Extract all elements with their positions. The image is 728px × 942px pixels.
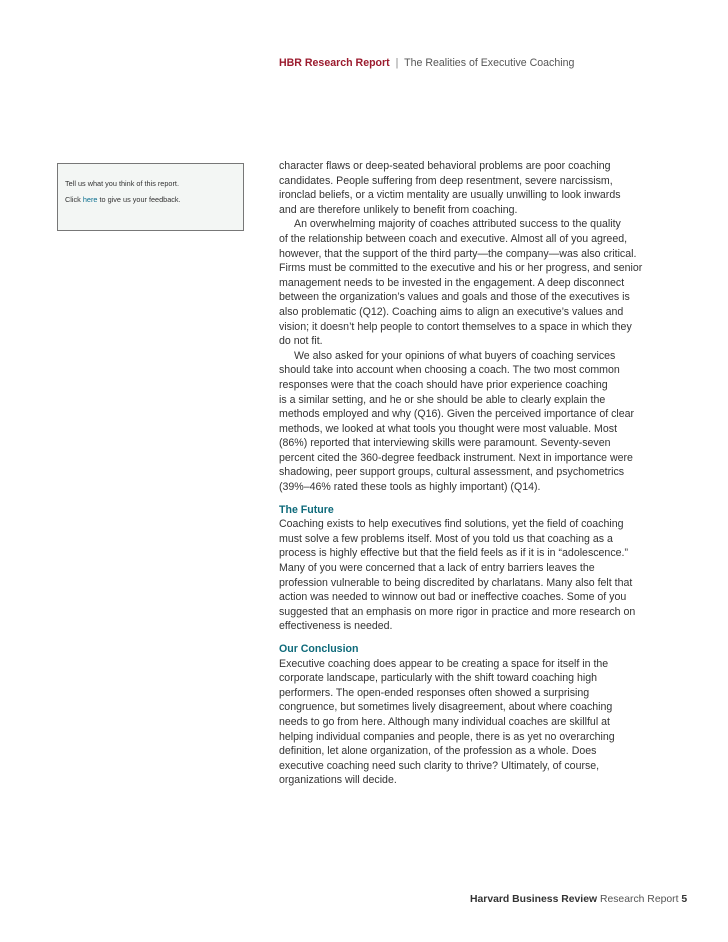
page-footer (470, 893, 700, 906)
text-line: Executive coaching does appear to be creating a space for itself in the (279, 657, 609, 670)
section-heading-conclusion: Our Conclusion (279, 643, 359, 655)
text-line: Firms must be committed to the executive and his or her progress, and senior (279, 262, 643, 275)
page-number: 5 (681, 894, 688, 905)
text-line: methods employed and why (Q16). Given the perceived importance of clear (279, 408, 635, 421)
text-line: percent cited the 360-degree feedback instrument. Next in importance were (279, 451, 633, 464)
text-line: An overwhelming majority of coaches attributed success to the quality (294, 218, 621, 231)
text-line: profession vulnerable to being discredited by charlatans. Many also felt that (279, 576, 633, 589)
text-line: and are therefore unlikely to benefit from coaching. (279, 203, 518, 216)
feedback-box (57, 163, 244, 231)
text-line: action was needed to winnow out bad or ineffective coaches. Some of you (279, 591, 627, 604)
text-line: must solve a few problems itself. Most of you told us that coaching as a (279, 532, 613, 545)
report-title: The Realities of Executive Coaching (404, 57, 575, 69)
text-line: Many of you were concerned that a lack of entry barriers leaves the (279, 562, 595, 575)
running-header (279, 57, 699, 70)
paragraph-2 (279, 217, 699, 348)
text-line: organizations will decide. (279, 774, 397, 787)
footer-publication: Harvard Business Review (470, 894, 598, 905)
text-line: corporate landscape, particularly with the shift toward coaching high (279, 672, 597, 685)
conclusion-paragraph (279, 657, 699, 788)
text-line: effectiveness is needed. (279, 620, 393, 633)
footer-report: Research Report (599, 894, 679, 905)
header-separator: | (395, 57, 399, 69)
feedback-cta-prefix: Click (65, 194, 83, 204)
text-line: executive coaching need such clarity to thrive? Ultimately, of course, (279, 759, 600, 772)
text-line: ironclad beliefs, or a victim mentality are usually unwilling to look inwards (279, 189, 621, 202)
text-line: congruence, but sometimes lively disagreement, about where coaching (279, 701, 613, 714)
text-line: however, that the support of the third party—the company—was also critical. (279, 247, 637, 260)
text-line: shadowing, peer support groups, cultural assessment, and psychometrics (279, 466, 625, 479)
text-line: We also asked for your opinions of what buyers of coaching services (294, 349, 616, 362)
text-line: needs to go from here. Although many individual coaches are skillful at (279, 715, 610, 728)
text-line: should take into account when choosing a coach. The two most common (279, 364, 620, 377)
text-line: (39%–46% rated these tools as highly important) (Q14). (279, 481, 541, 494)
text-line: between the organization’s values and goals and those of the executives is (279, 291, 630, 304)
text-line: (86%) reported that interviewing skills were paramount. Seventy-seven (279, 437, 611, 450)
report-brand: HBR Research Report (279, 57, 390, 69)
text-line: methods, we looked at what tools you thought were most valuable. Most (279, 422, 618, 435)
text-line: also problematic (Q12). Coaching aims to align an executive’s values and (279, 305, 624, 318)
paragraph-1 (279, 159, 699, 217)
text-line: helping individual companies and people, there is as yet no overarching (279, 730, 615, 743)
text-line: definition, let alone organization, of the profession as a whole. Does (279, 745, 597, 758)
feedback-cta-suffix: to give us your feedback. (97, 194, 181, 204)
article-body (279, 159, 699, 788)
feedback-cta (65, 192, 237, 208)
section-heading-future: The Future (279, 503, 334, 516)
text-line: of the relationship between coach and executive. Almost all of you agreed, (279, 232, 628, 245)
text-line: responses were that the coach should have prior experience coaching (279, 378, 608, 391)
text-line: management needs to be invested in the engagement. A deep disconnect (279, 276, 625, 289)
future-paragraph (279, 517, 699, 634)
text-line: is a similar setting, and he or she should be able to clearly explain the (279, 393, 606, 406)
text-line: candidates. People suffering from deep resentment, severe narcissism, (279, 174, 613, 187)
text-line: Coaching exists to help executives find solutions, yet the field of coaching (279, 518, 624, 531)
feedback-prompt: Tell us what you think of this report. (65, 179, 179, 188)
text-line: do not fit. (279, 335, 323, 348)
paragraph-3 (279, 349, 699, 495)
text-line: character flaws or deep-seated behavioral problems are poor coaching (279, 160, 611, 172)
text-line: process is highly effective but that the field feels as if it is in “adolescence.” (279, 547, 628, 560)
text-line: suggested that an emphasis on more rigor in practice and more research on (279, 605, 636, 618)
feedback-link[interactable]: here (82, 194, 98, 204)
text-line: vision; it doesn’t help people to contort themselves to a space in which they (279, 320, 632, 333)
text-line: performers. The open-ended responses often showed a surprising (279, 686, 590, 699)
